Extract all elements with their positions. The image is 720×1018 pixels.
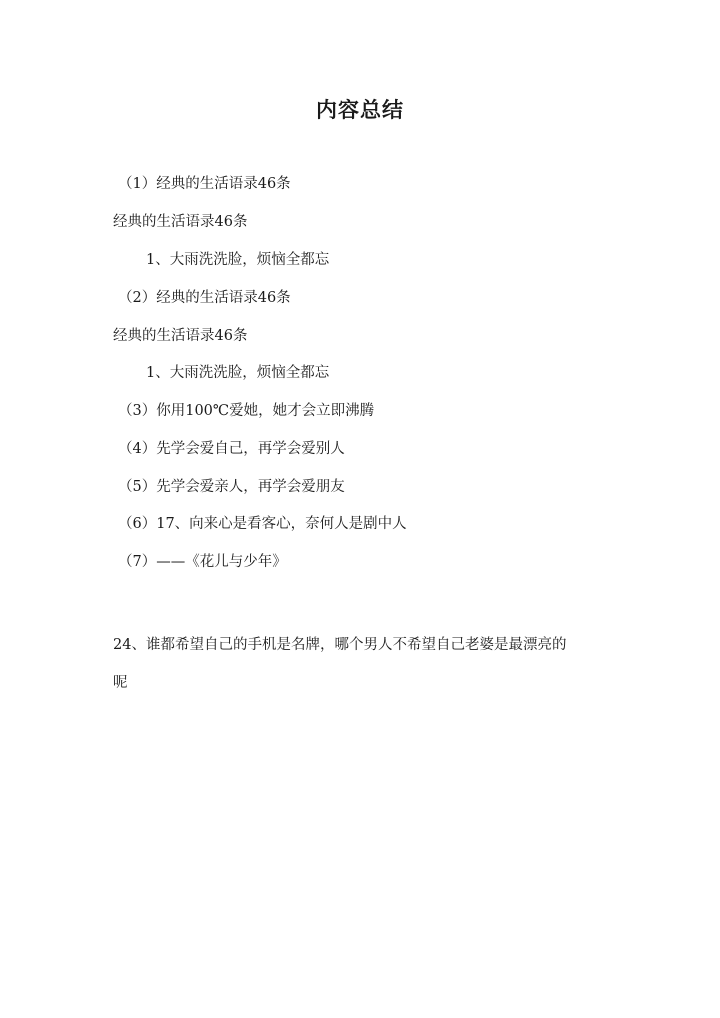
list-item: （3）你用100℃爱她，她才会立即沸腾 xyxy=(118,403,375,419)
paragraph-line: 24、谁都希望自己的手机是名牌，哪个男人不希望自己老婆是最漂亮的 xyxy=(113,637,567,653)
paragraph-line: 呢 xyxy=(113,675,128,691)
list-item: 1、大雨洗洗脸，烦恼全都忘 xyxy=(146,252,330,268)
list-item: （4）先学会爱自己，再学会爱别人 xyxy=(118,441,345,457)
list-item: （6）17、向来心是看客心，奈何人是剧中人 xyxy=(118,516,407,532)
list-item: 1、大雨洗洗脸，烦恼全都忘 xyxy=(146,365,330,381)
page-title: 内容总结 xyxy=(316,97,404,122)
list-item: （5）先学会爱亲人，再学会爱朋友 xyxy=(118,479,345,495)
list-item: （7）——《花儿与少年》 xyxy=(118,554,287,570)
list-item: （1）经典的生活语录46条 xyxy=(118,176,291,192)
list-item: 经典的生活语录46条 xyxy=(113,328,248,344)
list-item: （2）经典的生活语录46条 xyxy=(118,290,291,306)
body-paragraph xyxy=(113,626,613,702)
list-item: 经典的生活语录46条 xyxy=(113,214,248,230)
